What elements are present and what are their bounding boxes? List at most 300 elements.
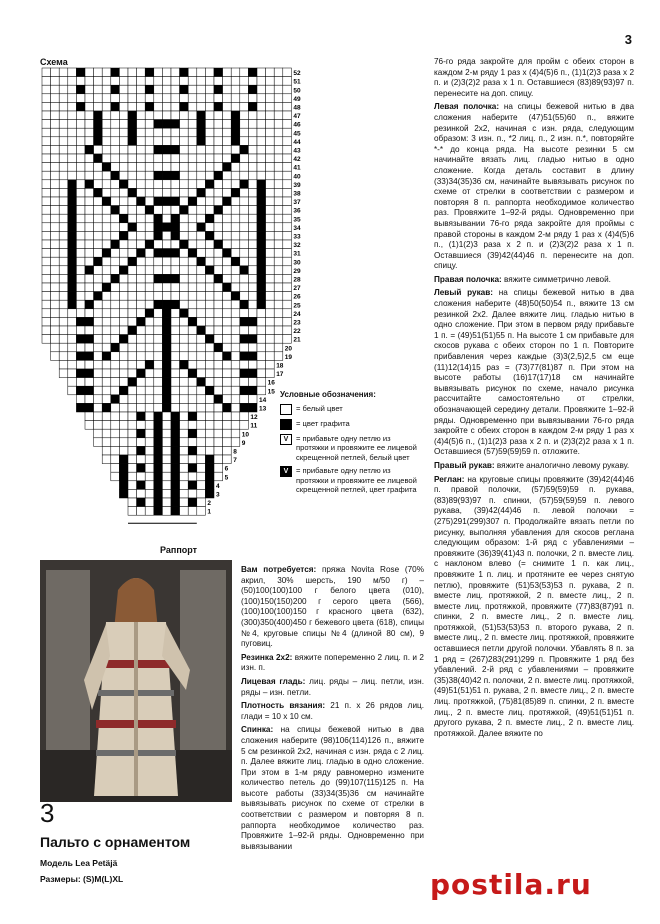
chart-cell [94, 335, 103, 344]
chart-cell [266, 197, 275, 206]
chart-cell [240, 257, 249, 266]
chart-cell [68, 94, 77, 103]
chart-cell [180, 343, 189, 352]
chart-cell [154, 223, 163, 232]
white-square-icon [280, 404, 292, 415]
chart-cell [111, 446, 120, 455]
chart-cell [128, 77, 137, 86]
chart-cell [274, 352, 283, 361]
chart-cell [85, 386, 94, 395]
chart-cell [137, 472, 146, 481]
chart-cell [42, 171, 51, 180]
chart-cell [180, 77, 189, 86]
chart-cell [231, 343, 240, 352]
chart-cell [240, 171, 249, 180]
chart-cell [94, 223, 103, 232]
chart-cell [257, 85, 266, 94]
chart-cell [102, 163, 111, 172]
chart-cell [214, 231, 223, 240]
chart-cell [68, 85, 77, 94]
chart-cell [154, 472, 163, 481]
chart-cell [119, 231, 128, 240]
chart-cell [180, 257, 189, 266]
chart-cell [42, 120, 51, 129]
chart-cell [283, 335, 292, 344]
chart-cell [223, 68, 232, 77]
chart-cell [274, 102, 283, 111]
chart-cell [94, 171, 103, 180]
chart-cell [257, 206, 266, 215]
chart-cell [205, 137, 214, 146]
chart-cell [119, 403, 128, 412]
chart-cell [180, 283, 189, 292]
chart-cell [154, 507, 163, 516]
chart-cell [240, 197, 249, 206]
chart-cell [102, 292, 111, 301]
chart-cell [188, 369, 197, 378]
chart-cell [214, 326, 223, 335]
row-number: 12 [250, 414, 258, 422]
row-number: 10 [241, 431, 250, 439]
chart-cell [85, 335, 94, 344]
chart-cell [128, 309, 137, 318]
chart-cell [180, 378, 189, 387]
chart-cell [145, 214, 154, 223]
chart-cell [76, 111, 85, 120]
chart-cell [266, 309, 275, 318]
chart-cell [119, 472, 128, 481]
chart-cell [162, 77, 171, 86]
chart-cell [171, 94, 180, 103]
chart-cell [137, 352, 146, 361]
chart-cell [274, 197, 283, 206]
chart-cell [111, 102, 120, 111]
chart-cell [111, 137, 120, 146]
chart-cell [188, 171, 197, 180]
chart-cell [94, 326, 103, 335]
legend-title: Условные обозначения: [280, 390, 376, 399]
chart-cell [180, 446, 189, 455]
chart-cell [102, 403, 111, 412]
chart-cell [180, 171, 189, 180]
row-number: 9 [241, 439, 246, 447]
chart-cell [231, 102, 240, 111]
chart-cell [59, 360, 68, 369]
chart-cell [266, 154, 275, 163]
chart-cell [128, 240, 137, 249]
chart-cell [180, 266, 189, 275]
chart-cell [223, 352, 232, 361]
chart-cell [76, 360, 85, 369]
chart-cell [240, 240, 249, 249]
chart-cell [205, 77, 214, 86]
chart-cell [85, 68, 94, 77]
chart-cell [102, 429, 111, 438]
chart-cell [137, 137, 146, 146]
chart-cell [171, 507, 180, 516]
chart-cell [188, 188, 197, 197]
chart-cell [214, 154, 223, 163]
chart-cell [240, 421, 249, 430]
chart-cell [119, 446, 128, 455]
chart-cell [162, 120, 171, 129]
chart-cell [274, 223, 283, 232]
chart-cell [94, 369, 103, 378]
chart-cell [214, 309, 223, 318]
chart-cell [205, 68, 214, 77]
chart-cell [119, 171, 128, 180]
chart-cell [197, 85, 206, 94]
chart-cell [248, 94, 257, 103]
chart-cell [85, 197, 94, 206]
chart-cell [85, 266, 94, 275]
chart-cell [283, 317, 292, 326]
chart-cell [180, 386, 189, 395]
chart-cell [59, 266, 68, 275]
chart-cell [145, 472, 154, 481]
dark-square-icon [280, 419, 292, 430]
chart-cell [180, 335, 189, 344]
chart-cell [240, 378, 249, 387]
chart-cell [188, 77, 197, 86]
chart-cell [59, 369, 68, 378]
chart-cell [137, 335, 146, 344]
chart-cell [154, 214, 163, 223]
knitting-chart [40, 66, 310, 546]
chart-cell [274, 94, 283, 103]
instructions-column-3 [434, 57, 634, 742]
chart-cell [223, 317, 232, 326]
chart-cell [111, 249, 120, 258]
chart-cell [205, 360, 214, 369]
chart-cell [51, 266, 60, 275]
chart-cell [231, 292, 240, 301]
chart-cell [137, 68, 146, 77]
chart-cell [240, 283, 249, 292]
chart-cell [137, 446, 146, 455]
chart-cell [205, 206, 214, 215]
chart-cell [214, 128, 223, 137]
chart-cell [171, 206, 180, 215]
chart-cell [180, 68, 189, 77]
chart-cell [119, 214, 128, 223]
chart-cell [197, 309, 206, 318]
chart-cell [197, 326, 206, 335]
chart-cell [180, 128, 189, 137]
chart-cell [223, 180, 232, 189]
chart-cell [162, 85, 171, 94]
chart-cell [76, 335, 85, 344]
row-number: 29 [293, 267, 301, 275]
chart-cell [102, 455, 111, 464]
chart-cell [171, 223, 180, 232]
chart-cell [223, 266, 232, 275]
chart-cell [197, 412, 206, 421]
chart-cell [137, 464, 146, 473]
row-number: 27 [293, 285, 301, 293]
chart-cell [51, 180, 60, 189]
chart-cell [76, 197, 85, 206]
chart-cell [162, 438, 171, 447]
chart-cell [42, 231, 51, 240]
chart-cell [94, 266, 103, 275]
chart-cell [59, 94, 68, 103]
chart-cell [59, 309, 68, 318]
chart-cell [214, 180, 223, 189]
row-number: 38 [293, 190, 301, 198]
chart-cell [145, 446, 154, 455]
chart-cell [145, 223, 154, 232]
project-title: Пальто с орнаментом [40, 834, 191, 850]
chart-cell [68, 300, 77, 309]
chart-cell [128, 128, 137, 137]
chart-cell [145, 85, 154, 94]
chart-cell [111, 223, 120, 232]
paragraph-text: на круговые спицы провяжите (39)42(44)46 п. правой полочки, (57)59(59)59 п. рукава, (83)89(93)97 п. спинки, (57)59(59)59 п. левого рукава, (39)42(44)46 п. левой полочки = (275)291(299)307 п. Продолжайте вязать петли по рисунку, выполняя убавления для скосов реглана следующим образом: 1-й ряд с убавлениями – провяжите (36)39(41)43 п. полочки, 2 п. вместе лиц. с наклоном влево (= снимите 1 п. как лиц., провяжите 1 п. лиц. и протяните ее через снятую петлю), провяжите (51)53(53)53 п. рукава, 2 п. вместе лиц. протяжкой, 2 п. вместе лиц., 2 п. вместе лиц. протяжкой, провяжите (77)83(87)91 п. спинки, 2 п. вместе лиц., 2 п. вместе лиц. протяжкой, (51)53(53)53 п. второго рукава, 2 п. вместе лиц., 2 п. вместе лиц. протяжкой, провяжите оставшиеся петли другой полочки. Убавлять 8 п. за 1 ряд = (267)283(291)299 п. Провяжите 1 ряд без убавлений. 2-й ряд с убавлениями – провяжите (35)38(40)42 п. полочки, 2 п. вместе лиц. протяжкой, (49)51(51)51 п. рукава, 2 п. вместе лиц., 2 п. вместе лиц. протяжкой, (75)81(85)89 п. спинки, 2 п. вместе лиц., 2 п. вместе лиц. протяжкой, (49)51(51)51 п. другого рукава, 2 п. вместе лиц., 2 п. вместе лиц. протяжкой. Далее вяжите по [434, 474, 634, 738]
chart-cell [231, 395, 240, 404]
chart-cell [128, 102, 137, 111]
chart-cell [197, 335, 206, 344]
chart-cell [162, 102, 171, 111]
chart-cell [51, 128, 60, 137]
chart-cell [188, 154, 197, 163]
chart-cell [102, 249, 111, 258]
chart-cell [257, 292, 266, 301]
chart-cell [111, 85, 120, 94]
chart-cell [248, 309, 257, 318]
chart-cell [162, 240, 171, 249]
chart-cell [85, 77, 94, 86]
chart-cell [94, 257, 103, 266]
chart-cell [111, 464, 120, 473]
chart-cell [51, 309, 60, 318]
row-number: 35 [293, 216, 301, 224]
chart-cell [154, 145, 163, 154]
chart-cell [68, 240, 77, 249]
chart-cell [188, 206, 197, 215]
chart-cell [180, 421, 189, 430]
chart-cell [154, 378, 163, 387]
model-photo-illustration [40, 560, 232, 802]
chart-cell [128, 446, 137, 455]
paragraph-label: Правый рукав: [434, 460, 495, 470]
chart-cell [274, 154, 283, 163]
chart-cell [257, 317, 266, 326]
chart-cell [171, 249, 180, 258]
chart-cell [197, 137, 206, 146]
chart-cell [128, 421, 137, 430]
row-number: 39 [293, 181, 301, 189]
chart-cell [85, 369, 94, 378]
chart-cell [154, 498, 163, 507]
chart-cell [171, 102, 180, 111]
chart-cell [94, 77, 103, 86]
chart-cell [266, 266, 275, 275]
chart-cell [94, 180, 103, 189]
chart-cell [145, 240, 154, 249]
chart-cell [111, 180, 120, 189]
chart-cell [188, 386, 197, 395]
chart-cell [162, 360, 171, 369]
chart-cell [137, 266, 146, 275]
chart-cell [180, 489, 189, 498]
chart-cell [223, 369, 232, 378]
row-number: 13 [259, 405, 267, 413]
chart-cell [128, 472, 137, 481]
chart-cell [145, 102, 154, 111]
chart-cell [223, 85, 232, 94]
chart-cell [102, 343, 111, 352]
chart-cell [180, 360, 189, 369]
chart-cell [257, 77, 266, 86]
chart-cell [137, 120, 146, 129]
chart-cell [240, 68, 249, 77]
chart-cell [197, 352, 206, 361]
chart-cell [94, 343, 103, 352]
chart-cell [94, 188, 103, 197]
chart-cell [119, 300, 128, 309]
chart-cell [76, 145, 85, 154]
chart-cell [214, 197, 223, 206]
row-number: 14 [259, 396, 267, 404]
chart-cell [171, 360, 180, 369]
chart-cell [188, 360, 197, 369]
chart-cell [128, 369, 137, 378]
chart-cell [248, 111, 257, 120]
chart-cell [102, 214, 111, 223]
chart-cell [205, 231, 214, 240]
chart-cell [171, 472, 180, 481]
chart-cell [162, 68, 171, 77]
chart-cell [111, 395, 120, 404]
chart-cell [231, 317, 240, 326]
chart-cell [266, 317, 275, 326]
chart-cell [188, 395, 197, 404]
chart-cell [248, 102, 257, 111]
chart-cell [162, 472, 171, 481]
chart-cell [85, 94, 94, 103]
chart-cell [274, 266, 283, 275]
chart-cell [119, 421, 128, 430]
chart-cell [223, 249, 232, 258]
chart-cell [59, 283, 68, 292]
chart-cell [205, 472, 214, 481]
chart-cell [171, 145, 180, 154]
chart-cell [102, 111, 111, 120]
chart-cell [266, 180, 275, 189]
chart-cell [223, 326, 232, 335]
chart-cell [223, 171, 232, 180]
chart-cell [111, 429, 120, 438]
chart-cell [171, 498, 180, 507]
chart-cell [223, 412, 232, 421]
chart-cell [51, 137, 60, 146]
chart-cell [154, 335, 163, 344]
chart-cell [59, 77, 68, 86]
chart-cell [180, 145, 189, 154]
chart-cell [274, 300, 283, 309]
chart-cell [68, 197, 77, 206]
chart-cell [145, 507, 154, 516]
chart-cell [188, 102, 197, 111]
paragraph-label: Лицевая гладь: [241, 676, 306, 686]
chart-cell [180, 120, 189, 129]
chart-cell [76, 120, 85, 129]
chart-cell [119, 395, 128, 404]
chart-cell [180, 85, 189, 94]
chart-cell [240, 94, 249, 103]
chart-cell [51, 94, 60, 103]
chart-cell [85, 249, 94, 258]
chart-cell [283, 102, 292, 111]
chart-cell [197, 240, 206, 249]
chart-cell [180, 309, 189, 318]
chart-cell [214, 283, 223, 292]
chart-cell [162, 171, 171, 180]
chart-cell [248, 283, 257, 292]
chart-cell [119, 77, 128, 86]
chart-cell [162, 352, 171, 361]
chart-cell [171, 274, 180, 283]
chart-cell [76, 300, 85, 309]
paragraph [241, 701, 424, 722]
row-number: 46 [293, 121, 301, 129]
chart-cell [231, 326, 240, 335]
chart-cell [223, 111, 232, 120]
chart-cell [162, 145, 171, 154]
chart-cell [240, 412, 249, 421]
chart-cell [102, 180, 111, 189]
chart-cell [137, 309, 146, 318]
chart-cell [188, 429, 197, 438]
chart-cell [283, 68, 292, 77]
chart-cell [197, 154, 206, 163]
chart-cell [223, 343, 232, 352]
paragraph-text: пряжа Novita Rose (70% акрил, 30% шерсть, 190 м/50 г) – (50)100(100)100 г белого цвета (010), (100)150(150)200 г серого цвета (566), (100)100(100)150 г красного цвета (632), (300)350(400)450 г бежевого цвета (618), спицы №4, круговые спицы №4 (длиной 80 см), 9 пуговиц. [241, 565, 424, 649]
chart-cell [266, 231, 275, 240]
chart-cell [145, 171, 154, 180]
chart-cell [145, 369, 154, 378]
chart-cell [102, 68, 111, 77]
row-number: 34 [293, 224, 301, 232]
chart-cell [171, 317, 180, 326]
chart-cell [188, 180, 197, 189]
chart-cell [42, 335, 51, 344]
chart-cell [102, 300, 111, 309]
row-number: 52 [293, 70, 301, 78]
chart-cell [266, 257, 275, 266]
chart-cell [205, 438, 214, 447]
chart-cell [94, 206, 103, 215]
chart-cell [154, 292, 163, 301]
chart-cell [128, 326, 137, 335]
chart-cell [119, 266, 128, 275]
paragraph [241, 653, 424, 674]
chart-cell [119, 360, 128, 369]
chart-cell [119, 489, 128, 498]
chart-cell [231, 283, 240, 292]
chart-cell [214, 163, 223, 172]
chart-cell [266, 283, 275, 292]
chart-cell [283, 274, 292, 283]
chart-cell [274, 292, 283, 301]
chart-cell [223, 378, 232, 387]
legend [280, 390, 420, 499]
chart-cell [205, 240, 214, 249]
chart-cell [154, 240, 163, 249]
chart-cell [188, 214, 197, 223]
chart-cell [188, 292, 197, 301]
